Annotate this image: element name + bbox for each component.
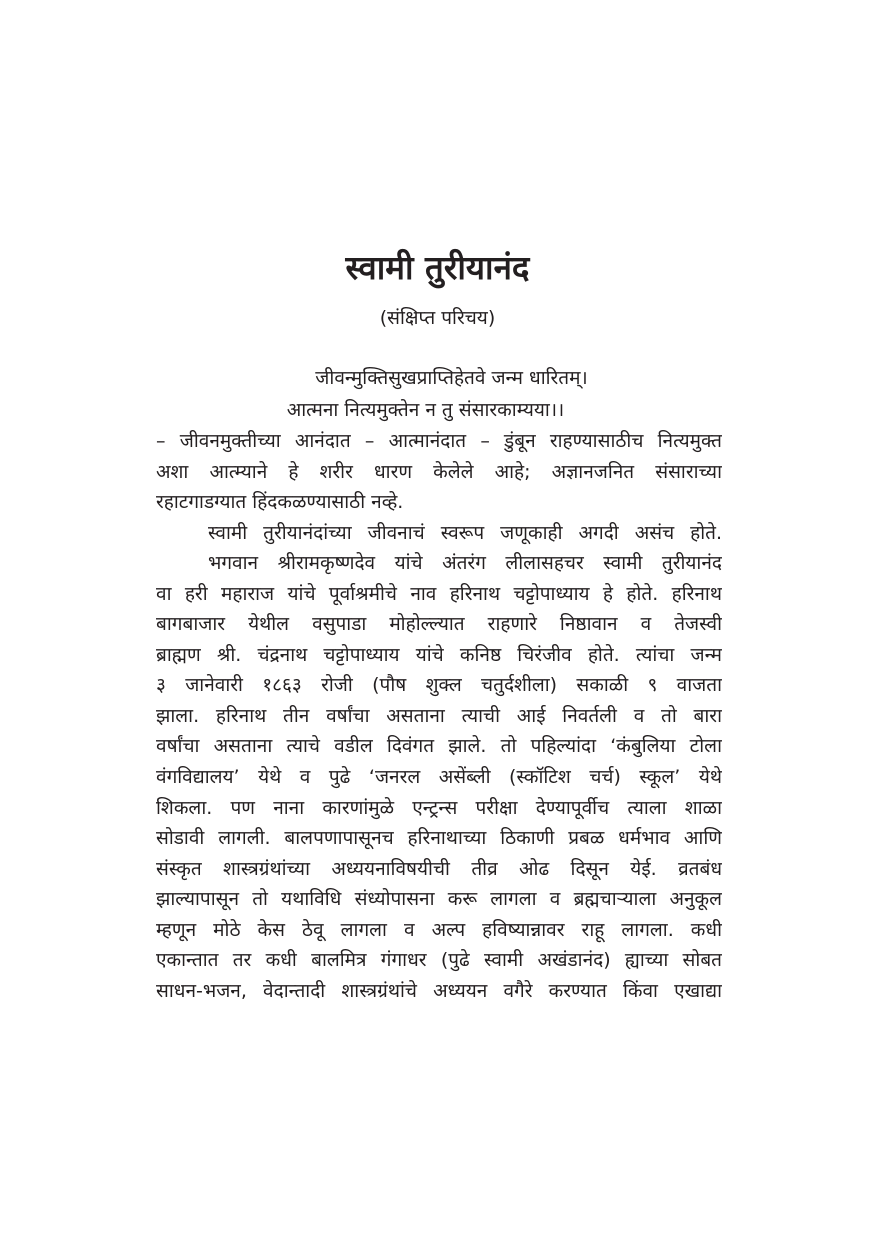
text-line: शिकला. पण नाना कारणांमुळे एन्ट्रन्स परीक्षा देण्यापूर्वीच त्याला शाळा (156, 796, 722, 819)
text-line: रहाटगाडग्यात हिंदकळण्यासाठी नव्हे. (156, 491, 404, 514)
text-line: ३ जानेवारी १८६३ रोजी (पौष शुक्ल चतुर्दशीला) सकाळी ९ वाजता (156, 674, 722, 697)
text-line: एकान्तात तर कधी बालमित्र गंगाधर (पुढे स्वामी अखंडानंद) ह्याच्या सोबत (156, 949, 722, 972)
text-line: अशा आत्म्याने हे शरीर धारण केलेले आहे; अज्ञानजनित संसाराच्या (156, 460, 722, 483)
page-subtitle: (संक्षिप्त परिचय) (379, 307, 496, 329)
text-line: भगवान श्रीरामकृष्णदेव यांचे अंतरंग लीलासहचर स्वामी तुरीयानंद (208, 552, 722, 575)
text-line: संस्कृत शास्त्रग्रंथांच्या अध्ययनाविषयीची तीव्र ओढ दिसून येई. व्रतबंध (156, 857, 722, 880)
text-line: म्हणून मोठे केस ठेवू लागला व अल्प हविष्यान्नावर राहू लागला. कधी (156, 918, 722, 941)
text-line: बागबाजार येथील वसुपाडा मोहोल्ल्यात राहणारे निष्ठावान व तेजस्वी (156, 613, 722, 636)
text-line: वंगविद्यालय’ येथे व पुढे ‘जनरल असेंब्ली (स्कॉटिश चर्च) स्कूल’ येथे (156, 766, 722, 789)
text-line: साधन-भजन, वेदान्तादी शास्त्रग्रंथांचे अध्ययन वगैरे करण्यात किंवा एखाद्या (156, 979, 722, 1002)
text-line: सोडावी लागली. बालपणापासूनच हरिनाथाच्या ठिकाणी प्रबळ धर्मभाव आणि (156, 827, 722, 850)
text-line: – जीवनमुक्तीच्या आनंदात – आत्मानंदात – डुंबून राहण्यासाठीच नित्यमुक्त (156, 430, 722, 452)
body-text (156, 426, 722, 1006)
text-line: झाल्यापासून तो यथाविधि संध्योपासना करू लागला व ब्रह्मचार्‍याला अनुकूल (156, 888, 722, 911)
text-line: वा हरी महाराज यांचे पूर्वाश्रमीचे नाव हरिनाथ चट्टोपाध्याय हे होते. हरिनाथ (156, 582, 722, 605)
text-line: ब्राह्मण श्री. चंद्रनाथ चट्टोपाध्याय यांचे कनिष्ठ चिरंजीव होते. त्यांचा जन्म (156, 643, 722, 666)
page-title: स्वामी तुरीयानंद (345, 248, 530, 287)
text-line: स्वामी तुरीयानंदांच्या जीवनाचं स्वरूप जणूकाही अगदी असंच होते. (208, 521, 722, 544)
text-line: वर्षांचा असताना त्याचे वडील दिवंगत झाले. तो पहिल्यांदा ‘कंबुलिया टोला (156, 735, 722, 758)
sanskrit-verse-line-2: आत्मना नित्यमुक्तेन न तु संसारकाम्यया।। (286, 399, 565, 421)
sanskrit-verse-line-1: जीवन्मुक्तिसुखप्राप्तिहेतवे जन्म धारितम्। (315, 367, 588, 389)
text-line: झाला. हरिनाथ तीन वर्षांचा असताना त्याची आई निवर्तली व तो बारा (156, 704, 722, 727)
